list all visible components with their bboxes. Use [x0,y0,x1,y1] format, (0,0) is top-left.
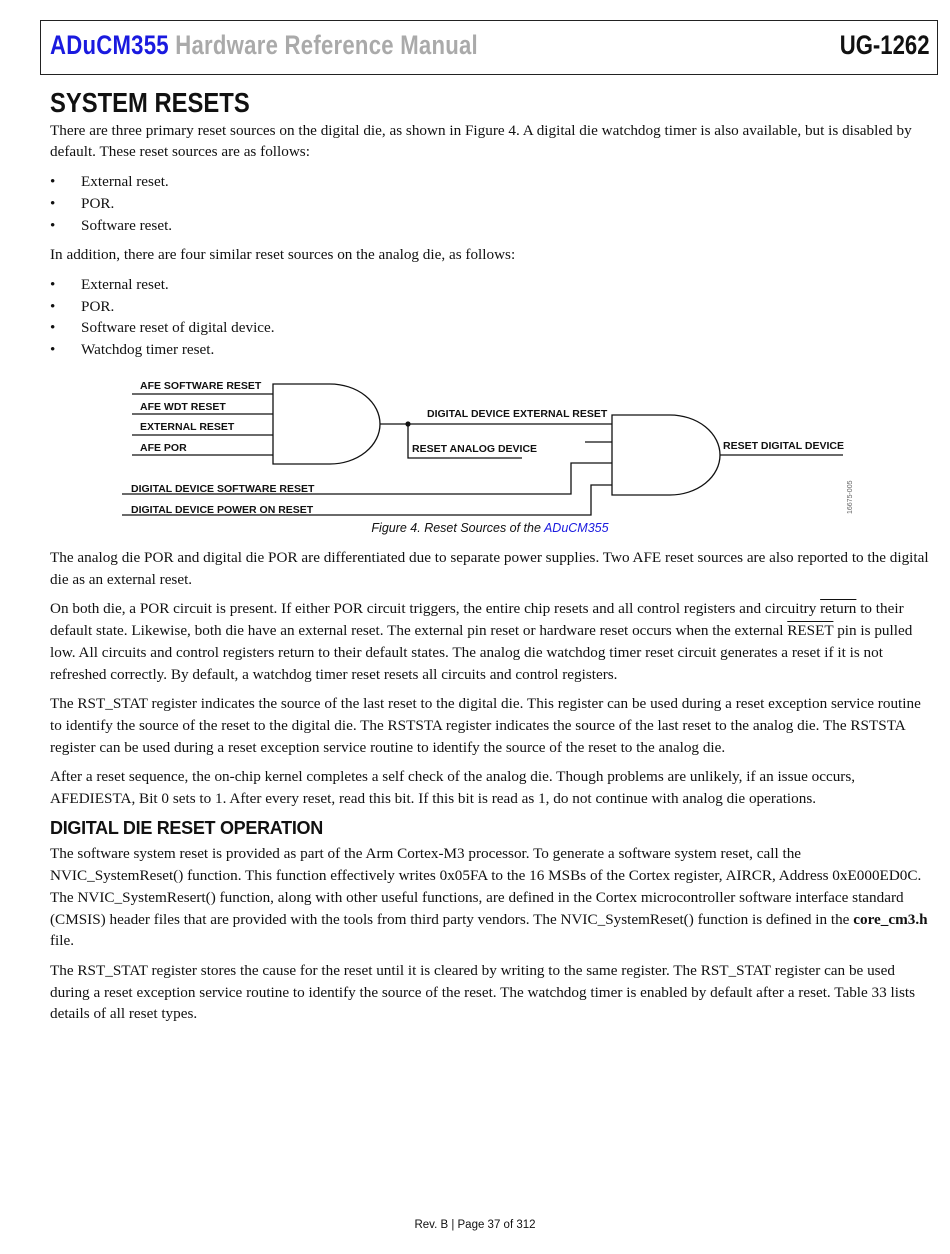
manual-title: Hardware Reference Manual [175,30,478,60]
figure-id: 16675-005 [847,480,854,514]
input-label: AFE POR [140,442,187,454]
figure-caption [0,521,950,535]
list-item: • Watchdog timer reset. [50,339,934,361]
sw-label: DIGITAL DEVICE SOFTWARE RESET [131,483,315,495]
reset-sources-diagram [0,0,950,540]
text: On both die, a POR circuit is present. If either POR circuit triggers, the entire chip resets and all control registers and circuitry [50,600,821,618]
text: return [820,600,857,618]
and-gate-2 [612,415,720,495]
text: The software system reset is provided as part of the Arm Cortex-M3 processor. To generate a software system reset, call the NVIC_SystemReset() function. This function effectively writes 0x05FA to the 16 MSBs of the Cortex register, AIRCR, Address 0xE000ED0C. The NVIC_SystemResert() function, along with other useful functions, are defined in the Cortex microcontroller software interface standard (CMSIS) header files that are provided with the tools from third party vendors. The NVIC_SystemReset() function is defined in the [50,845,922,928]
paragraph [50,843,934,952]
junction-dot [405,421,410,426]
output-label: RESET DIGITAL DEVICE [723,440,844,452]
por-label: DIGITAL DEVICE POWER ON RESET [131,504,314,516]
section-heading: SYSTEM RESETS [50,87,250,118]
input-label: EXTERNAL RESET [140,421,235,433]
product-link[interactable]: ADuCM355 [50,30,169,60]
branch-label: RESET ANALOG DEVICE [412,443,538,455]
file-name: core_cm3.h [853,910,928,928]
paragraph [50,598,934,685]
list-item: • POR. [50,193,934,215]
doc-id: UG-1262 [840,30,930,60]
list-item: • POR. [50,296,934,318]
mid-label: DIGITAL DEVICE EXTERNAL RESET [427,408,608,420]
list-item: • Software reset. [50,215,934,237]
page-footer: Rev. B | Page 37 of 312 [414,1219,536,1231]
text: pin is pulled low. All circuits and control registers return to their default states. The analog die watchdog timer reset circuit generates a reset if it is not refreshed correctly. By default, a watchdog timer reset resets all circuits and control registers. [50,622,913,683]
list-item: • Software reset of digital device. [50,317,934,339]
analog-intro: In addition, there are four similar reset sources on the analog die, as follows: [50,246,516,264]
reset-pin-name: RESET [787,622,834,640]
paragraph: The RST_STAT register stores the cause for the reset until it is cleared by writing to the same register. The RST_STAT register can be used during a reset exception service routine to identify the source of the reset. The watchdog timer is enabled by default after a reset. Table 33 lists details of all reset types. [50,961,916,1023]
paragraph: After a reset sequence, the on-chip kernel completes a self check of the analog die. Though problems are unlikely, if an issue occurs, AFEDIESTA, Bit 0 sets to 1. After every reset, read this bit. If this bit is read as 1, do not continue with analog die operations. [50,768,856,808]
input-label: AFE SOFTWARE RESET [140,380,262,392]
input-label: AFE WDT RESET [140,401,226,413]
list-item: • External reset. [50,171,934,193]
caption-link[interactable]: ADuCM355 [543,521,609,535]
text: to their default state. Likewise, both die have an external reset. The external pin reset or hardware reset occurs when the external [50,600,904,640]
paragraph: The analog die POR and digital die POR are differentiated due to separate power supplies. Two AFE reset sources are also reported to the digital die as an external reset. [50,549,929,588]
and-gate-1 [273,384,380,464]
body-text [50,547,934,1033]
intro-paragraph: There are three primary reset sources on the digital die, as shown in Figure 4. A digital die watchdog timer is also available, but is disabled by default. These reset sources are as follows: [50,121,912,161]
paragraph: The RST_STAT register indicates the source of the last reset to the digital die. This register can be used during a reset exception service routine to identify the source of the reset to the digital die. The RSTSTA register indicates the source of the last reset to the analog die. The RSTSTA register can be used during a reset exception service routine to identify the source of the reset to the analog die. [50,695,921,756]
text: file. [50,932,75,950]
list-item: • External reset. [50,274,934,296]
caption-text: Figure 4. Reset Sources of the [371,521,544,535]
subsection-heading: DIGITAL DIE RESET OPERATION [50,817,323,838]
